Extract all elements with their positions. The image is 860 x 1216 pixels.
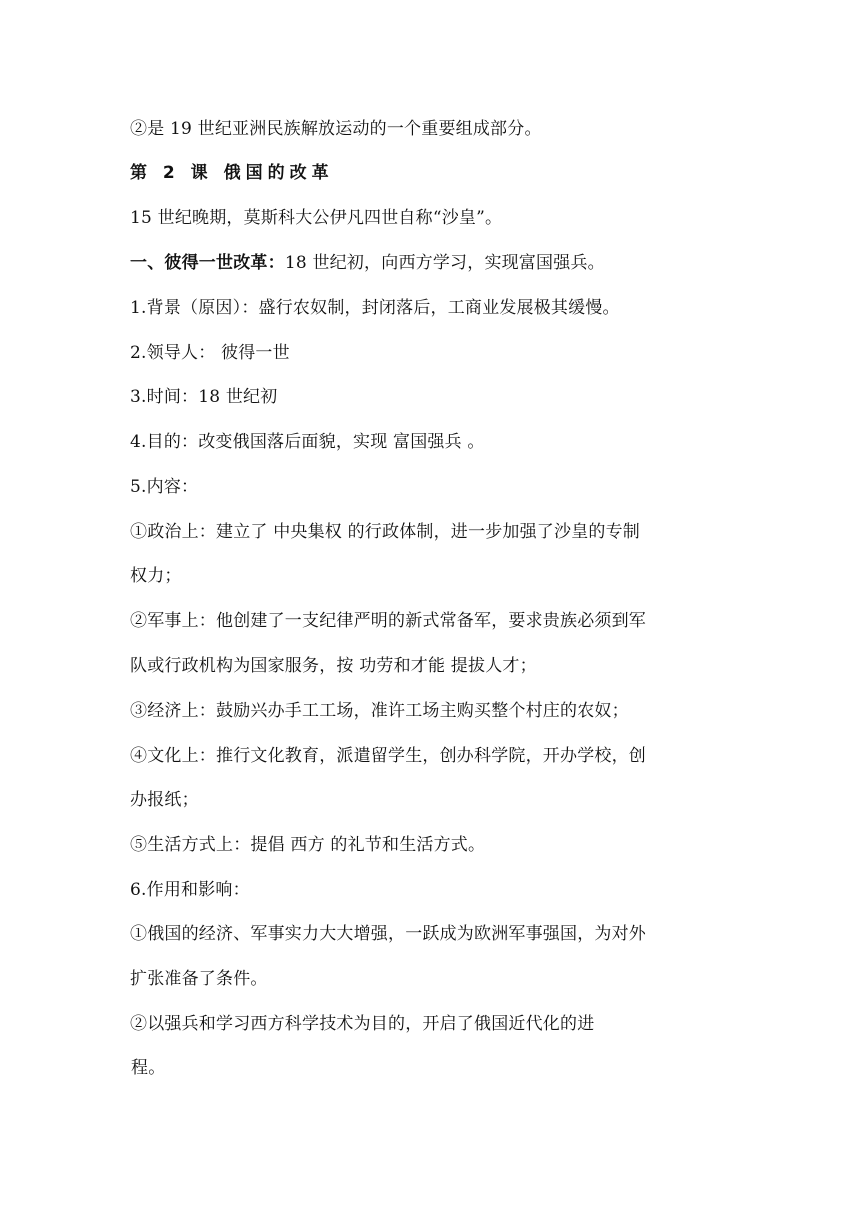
text-line: 权力；	[130, 566, 182, 586]
text-line: 5.内容：	[130, 477, 199, 497]
section-heading: 一、彼得一世改革：	[130, 253, 285, 273]
text-line: 扩张准备了条件。	[130, 969, 268, 989]
text-line: 程。	[131, 1058, 166, 1078]
text-line: ①政治上：建立了 中央集权 的行政体制，进一步加强了沙皇的专制	[130, 522, 641, 542]
text-line: ⑤生活方式上：提倡 西方 的礼节和生活方式。	[130, 835, 486, 855]
section-summary: 18 世纪初，向西方学习，实现富国强兵。	[284, 253, 605, 273]
text-line: ②以强兵和学习西方科学技术为目的，开启了俄国近代化的进	[130, 1014, 595, 1034]
text-line: 4.目的：改变俄国落后面貌，实现 富国强兵 。	[130, 432, 485, 452]
text-line: 办报纸；	[130, 790, 199, 810]
text-line: 队或行政机构为国家服务，按 功劳和才能 提拔人才；	[130, 656, 537, 676]
text-line: ①俄国的经济、军事实力大大增强，一跃成为欧洲军事强国，为对外	[130, 924, 646, 944]
text-line: 2.领导人： 彼得一世	[130, 343, 290, 363]
text-line: 1.背景（原因）：盛行农奴制，封闭落后，工商业发展极其缓慢。	[130, 298, 620, 318]
text-line: 15 世纪晚期，莫斯科大公伊凡四世自称“沙皇”。	[130, 208, 503, 228]
text-line: ②是 19 世纪亚洲民族解放运动的一个重要组成部分。	[130, 119, 542, 139]
text-line: ③经济上：鼓励兴办手工工场，准许工场主购买整个村庄的农奴；	[130, 701, 629, 721]
text-line: ②军事上：他创建了一支纪律严明的新式常备军，要求贵族必须到军	[130, 611, 646, 631]
section-line	[130, 251, 735, 275]
lesson-title: 第 2 课 俄国的改革	[130, 163, 334, 183]
text-line: ④文化上：推行文化教育，派遣留学生，创办科学院，开办学校，创	[130, 746, 646, 766]
text-line: 6.作用和影响：	[130, 880, 250, 900]
text-line: 3.时间：18 世纪初	[130, 387, 278, 407]
